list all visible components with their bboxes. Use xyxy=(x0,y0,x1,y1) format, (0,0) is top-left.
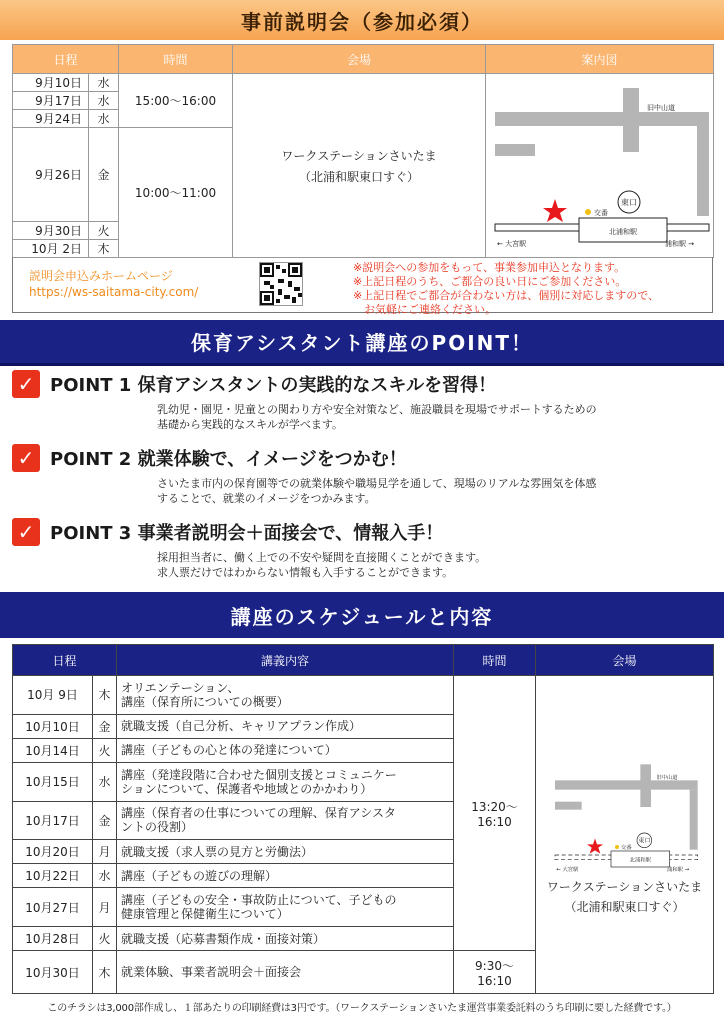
schedule-lecture xyxy=(117,738,454,762)
venue-star-icon xyxy=(543,199,567,222)
note-line: ※説明会への参加をもって、事業参加申込となります。 xyxy=(353,261,626,274)
briefing-notes xyxy=(353,261,703,317)
briefing-table xyxy=(12,44,714,258)
map-road-h xyxy=(555,780,698,789)
lecture-line: ションについて、保護者や地域とのかかわり） xyxy=(121,781,373,796)
point-title: POINT 1 保育アシスタントの実践的なスキルを習得！ xyxy=(50,375,497,396)
checkmark-icon: ✓ xyxy=(12,518,40,546)
map-station-label: 北浦和駅 xyxy=(608,228,637,236)
police-dot xyxy=(585,209,591,215)
col-venue: 会場 xyxy=(233,45,486,74)
briefing-date: 9月17日 xyxy=(13,92,89,110)
col-content: 講義内容 xyxy=(117,645,454,676)
map-road-label: 旧中山道 xyxy=(655,774,678,781)
schedule-day: 木 xyxy=(93,676,117,715)
point-desc-line: することで、就業のイメージをつかみます。 xyxy=(157,492,376,505)
schedule-date: 10月 9日 xyxy=(13,676,93,715)
apply-url-link[interactable]: https://ws-saitama-city.com/ xyxy=(29,285,199,299)
lecture-line: 就職支援（自己分析、キャリアプラン作成） xyxy=(121,719,362,734)
schedule-day: 金 xyxy=(93,801,117,840)
lecture-line: 講座（子どもの安全・事故防止について、子どもの xyxy=(121,893,397,908)
map-road-h2 xyxy=(495,112,565,126)
schedule-day: 水 xyxy=(93,762,117,801)
checkmark-icon: ✓ xyxy=(12,444,40,472)
lecture-line: 講座（発達段階に合わせた個別支援とコミュニケー xyxy=(121,767,397,782)
map-road-left xyxy=(555,801,582,809)
map-figure xyxy=(539,755,711,875)
schedule-day: 金 xyxy=(93,714,117,738)
briefing-time-b: 10:00〜11:00 xyxy=(119,128,233,258)
briefing-map xyxy=(486,74,714,258)
point-desc xyxy=(157,550,486,580)
map-figure xyxy=(487,74,713,254)
point-title: POINT 2 就業体験で、イメージをつかむ！ xyxy=(50,449,407,470)
briefing-venue xyxy=(233,74,486,258)
briefing-date: 9月24日 xyxy=(13,110,89,128)
map-road-left xyxy=(495,144,535,156)
venue-line1: ワークステーションさいたま xyxy=(281,148,437,163)
schedule-date: 10月15日 xyxy=(13,762,93,801)
map-road-v2 xyxy=(697,126,709,216)
schedule-lecture xyxy=(117,888,454,927)
venue-line2: （北浦和駅東口すぐ） xyxy=(564,899,685,914)
note-line: ※上記日程でご都合が合わない方は、個別に対応しますので、 xyxy=(353,289,659,302)
map-station-label: 北浦和駅 xyxy=(629,857,651,864)
lecture-line: 講座（子どもの心と体の発達について） xyxy=(121,743,337,758)
lecture-line: 就職支援（求人票の見方と労働法） xyxy=(121,844,314,859)
point-3 xyxy=(12,518,443,546)
map-exit-label: 東口 xyxy=(637,836,650,844)
police-dot xyxy=(615,845,619,849)
schedule-date: 10月14日 xyxy=(13,738,93,762)
schedule-date: 10月17日 xyxy=(13,801,93,840)
schedule-table xyxy=(12,644,714,994)
map-road-v1 xyxy=(623,88,639,152)
schedule-date: 10月10日 xyxy=(13,714,93,738)
apply-label: 説明会申込みホームページ xyxy=(29,269,173,283)
point-2 xyxy=(12,444,407,472)
briefing-day: 水 xyxy=(89,92,119,110)
lecture-line: 就職支援（応募書類作成・面接対策） xyxy=(121,931,326,946)
point-desc-line: 基礎から実践的なスキルが学べます。 xyxy=(157,418,344,431)
schedule-lecture xyxy=(117,951,454,994)
schedule-lecture xyxy=(117,714,454,738)
point-desc-line: 求人票だけではわからない情報も入手することができます。 xyxy=(157,566,454,579)
note-line: お気軽にご連絡ください。 xyxy=(353,303,496,316)
map-police-label: 交番 xyxy=(620,844,632,851)
col-time: 時間 xyxy=(454,645,536,676)
point-title: POINT 3 事業者説明会＋面接会で、情報入手！ xyxy=(50,523,444,544)
checkmark-icon: ✓ xyxy=(12,370,40,398)
lecture-line: 講座（子どもの遊びの理解） xyxy=(121,868,278,883)
col-date: 日程 xyxy=(13,45,119,74)
schedule-date: 10月28日 xyxy=(13,927,93,951)
schedule-time-main: 13:20〜16:10 xyxy=(454,676,536,951)
map-left-label: ← 大宮駅 xyxy=(496,240,526,248)
venue-line1: ワークステーションさいたま xyxy=(546,879,703,894)
map-road-v1 xyxy=(640,764,651,807)
map-right-label: 浦和駅 → xyxy=(664,240,694,248)
schedule-lecture xyxy=(117,676,454,715)
point-desc-line: 採用担当者に、働く上での不安や疑問を直接聞くことができます。 xyxy=(157,551,487,564)
schedule-day: 火 xyxy=(93,738,117,762)
point-desc-line: さいたま市内の保育園等での就業体験や職場見学を通して、現場のリアルな雰囲気を体感 xyxy=(157,477,597,490)
schedule-lecture xyxy=(117,801,454,840)
schedule-day: 木 xyxy=(93,951,117,994)
lecture-line: 就業体験、事業者説明会＋面接会 xyxy=(121,965,302,980)
qr-code-icon[interactable] xyxy=(259,262,303,306)
col-time: 時間 xyxy=(119,45,233,74)
schedule-day: 月 xyxy=(93,840,117,864)
map-road-v2 xyxy=(689,789,697,849)
map-road-label: 旧中山道 xyxy=(646,104,675,112)
briefing-date: 9月10日 xyxy=(13,74,89,92)
venue-star-icon xyxy=(587,838,603,853)
schedule-lecture xyxy=(117,927,454,951)
lecture-line: 講座（保育所についての概要） xyxy=(121,694,289,709)
col-map: 案内図 xyxy=(486,45,714,74)
col-date: 日程 xyxy=(13,645,117,676)
briefing-date: 9月26日 xyxy=(13,128,89,222)
briefing-day: 木 xyxy=(89,240,119,258)
map-exit-label: 東口 xyxy=(620,198,637,207)
venue-line2: （北浦和駅東口すぐ） xyxy=(299,169,420,184)
schedule-date: 10月30日 xyxy=(13,951,93,994)
footer-note: このチラシは3,000部作成し、１部あたりの印刷経費は3円です。（ワークステーションさいたま運営事業委託料のうち印刷に要した経費です。） xyxy=(47,1003,677,1014)
schedule-header: 講座のスケジュールと内容 xyxy=(0,592,724,638)
briefing-date: 9月30日 xyxy=(13,222,89,240)
briefing-header: 事前説明会（参加必須） xyxy=(0,0,724,40)
point-1 xyxy=(12,370,496,398)
point-desc xyxy=(157,476,596,506)
schedule-lecture xyxy=(117,840,454,864)
schedule-day: 火 xyxy=(93,927,117,951)
briefing-time-a: 15:00〜16:00 xyxy=(119,74,233,128)
lecture-line: 講座（保育者の仕事についての理解、保育アシスタ xyxy=(121,806,396,821)
schedule-lecture xyxy=(117,762,454,801)
briefing-day: 火 xyxy=(89,222,119,240)
map-left-label: ← 大宮駅 xyxy=(555,866,579,873)
apply-box xyxy=(12,257,713,316)
lecture-line: ントの役割） xyxy=(121,820,194,835)
schedule-day: 水 xyxy=(93,864,117,888)
lecture-line: オリエンテーション、 xyxy=(121,680,240,695)
briefing-day: 水 xyxy=(89,110,119,128)
col-venue: 会場 xyxy=(536,645,714,676)
briefing-date: 10月 2日 xyxy=(13,240,89,258)
point-desc xyxy=(157,402,597,432)
map-police-label: 交番 xyxy=(593,209,608,217)
map-right-label: 浦和駅 → xyxy=(666,866,689,873)
schedule-date: 10月20日 xyxy=(13,840,93,864)
point-desc-line: 乳幼児・園児・児童との関わり方や安全対策など、施設職員を現場でサポートするための xyxy=(157,403,597,416)
schedule-date: 10月27日 xyxy=(13,888,93,927)
schedule-time-last: 9:30〜16:10 xyxy=(454,951,536,994)
briefing-day: 金 xyxy=(89,128,119,222)
schedule-day: 月 xyxy=(93,888,117,927)
schedule-lecture xyxy=(117,864,454,888)
note-line: ※上記日程のうち、ご都合の良い日にご参加ください。 xyxy=(353,275,627,288)
briefing-day: 水 xyxy=(89,74,119,92)
schedule-date: 10月22日 xyxy=(13,864,93,888)
schedule-venue xyxy=(536,676,714,994)
points-header: 保育アシスタント講座のPOINT！ xyxy=(0,320,724,366)
lecture-line: 健康管理と保健衛生について） xyxy=(121,907,289,922)
